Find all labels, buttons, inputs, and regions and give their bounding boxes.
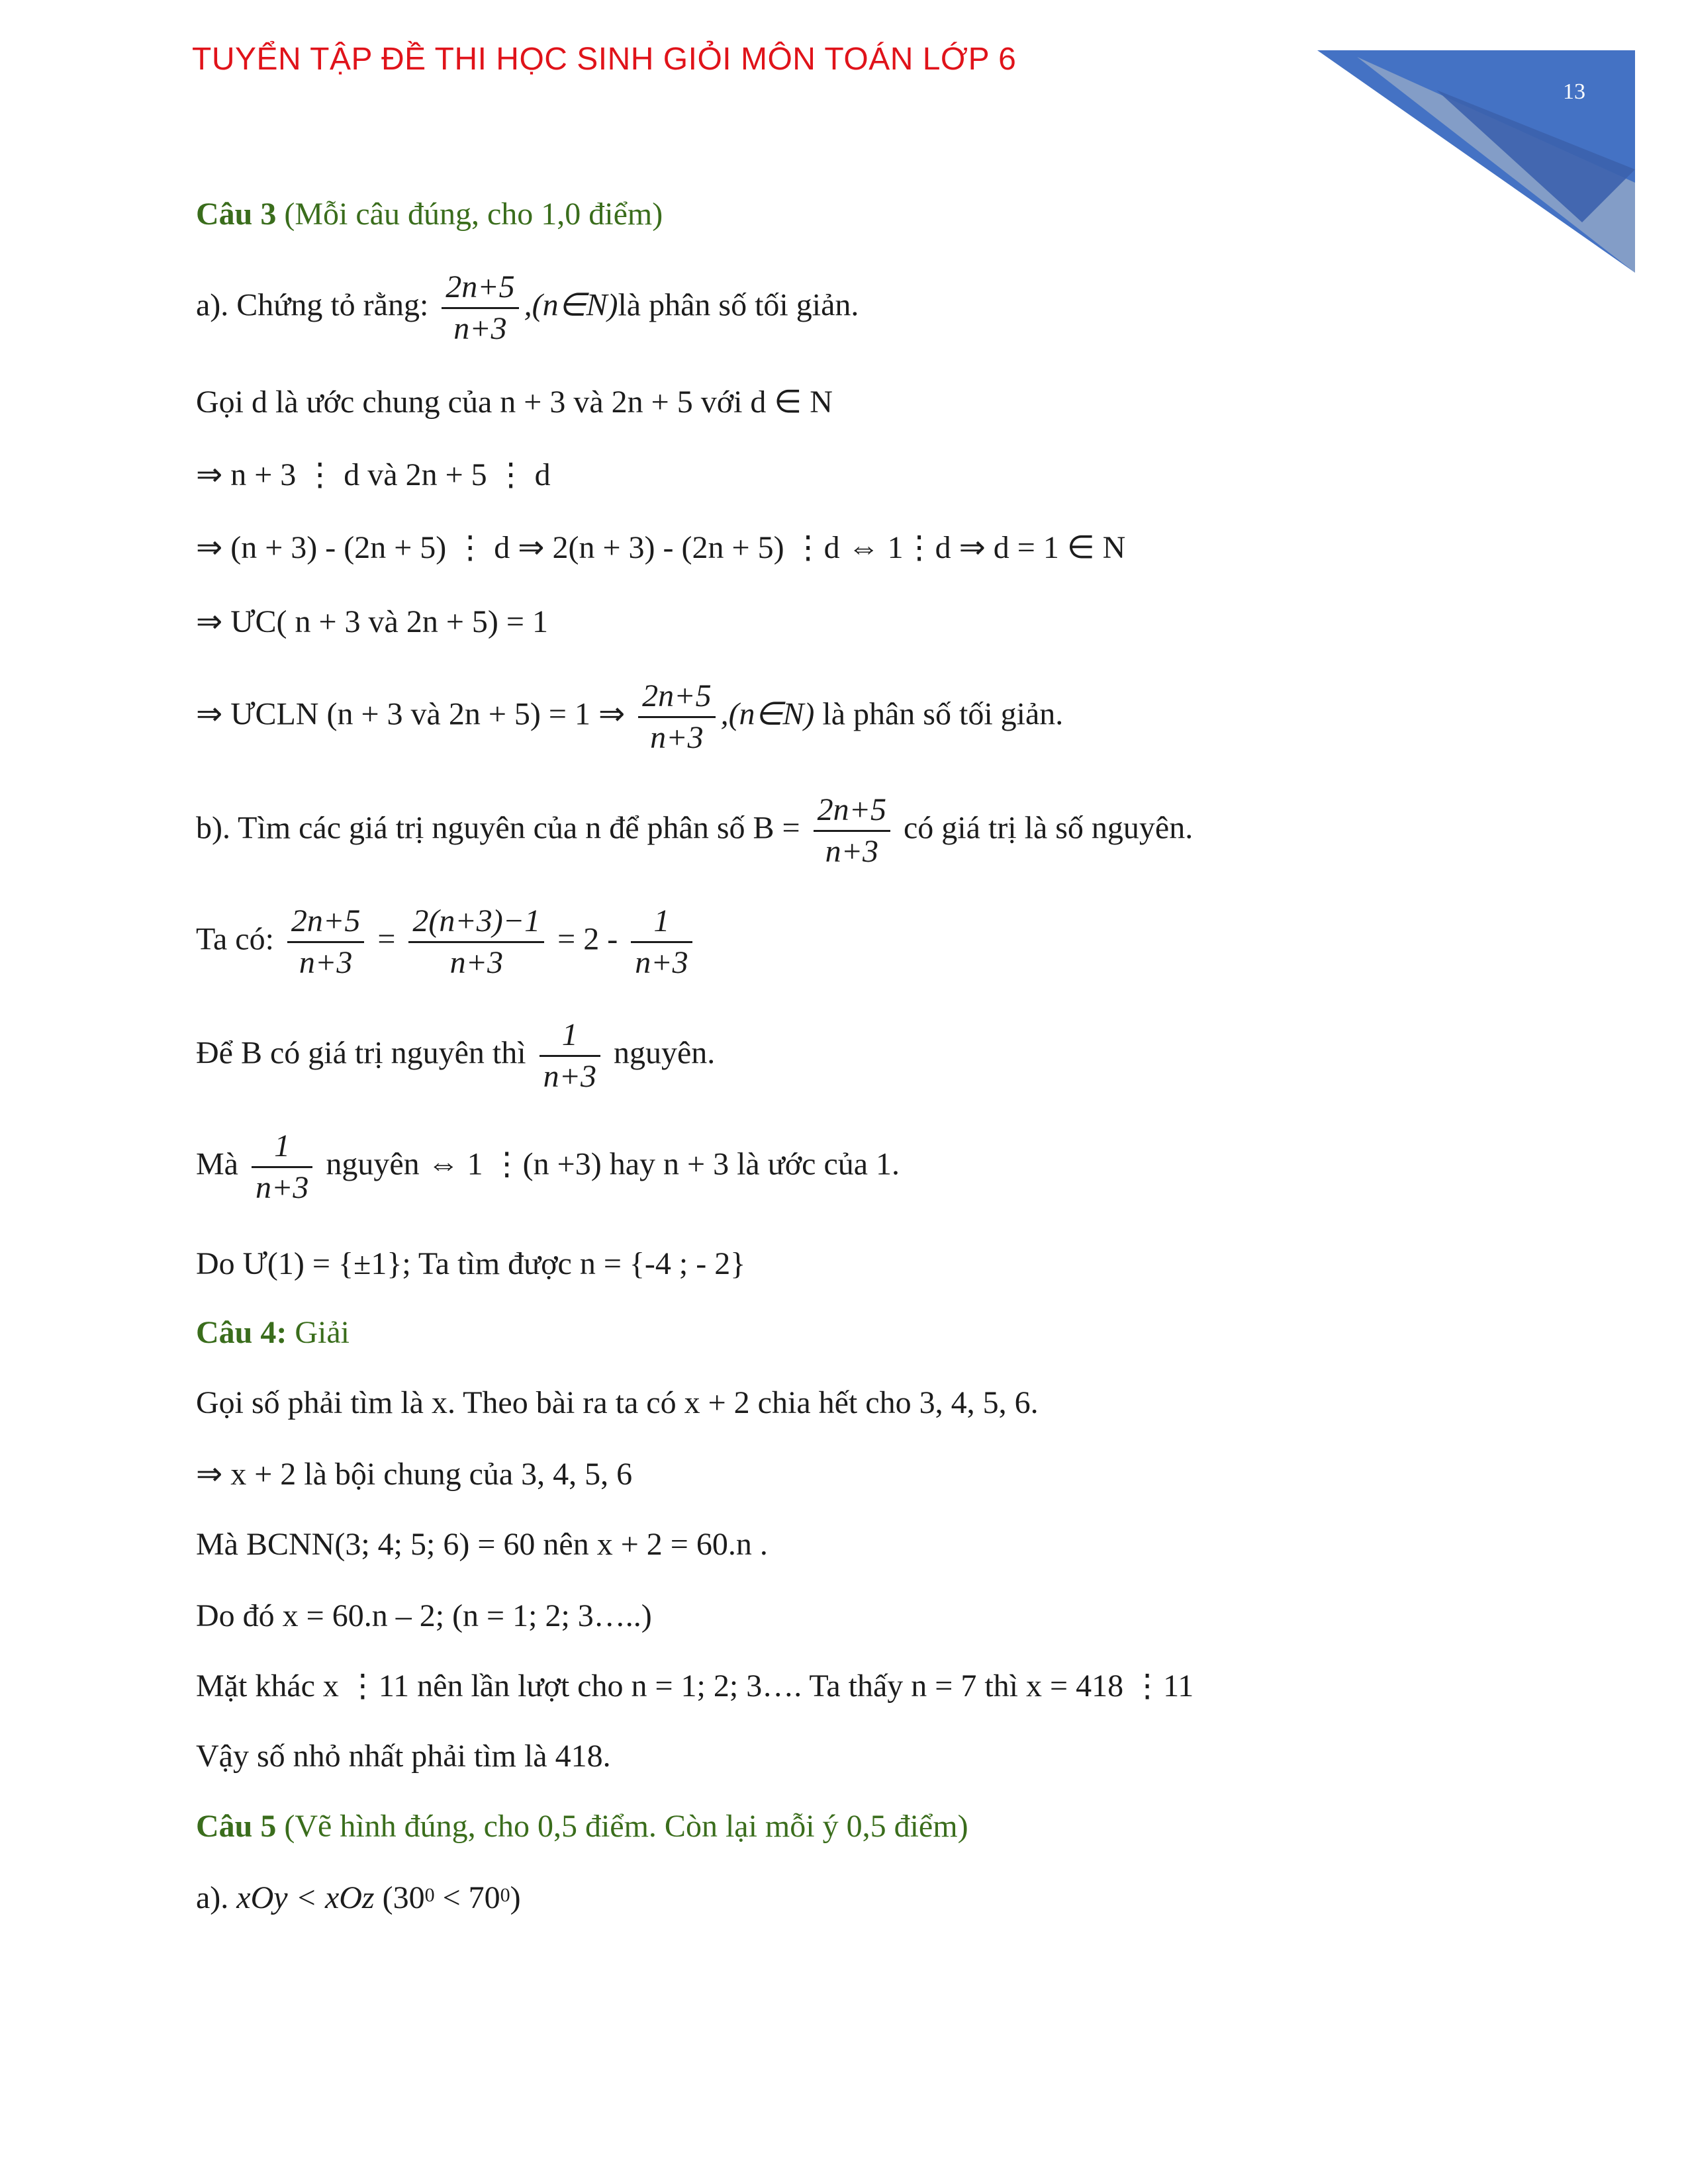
q4-line-1: Gọi số phải tìm là x. Theo bài ra ta có x + 2 chia hết cho 3, 4, 5, 6. (196, 1385, 1039, 1420)
frac-den: n+3 (814, 830, 890, 872)
frac-num: 1 (653, 903, 670, 938)
q5-heading-rest: (Vẽ hình đúng, cho 0,5 điểm. Còn lại mỗi ý 0,5 điểm) (276, 1809, 968, 1844)
degree-mark: 0 (424, 1884, 435, 1906)
q4-heading-rest: Giải (287, 1315, 350, 1350)
q3-line-4: ⇒ ƯC( n + 3 và 2n + 5) = 1 (196, 604, 548, 639)
q5-a-close: ) (510, 1880, 521, 1915)
q4-line-4: Do đó x = 60.n – 2; (n = 1; 2; 3…..) (196, 1598, 652, 1633)
q4-heading (196, 1314, 350, 1351)
q3-line-2: ⇒ n + 3 ⋮ d và 2n + 5 ⋮ d (196, 457, 551, 492)
degree-mark: 0 (500, 1884, 510, 1906)
q3-b-prefix: b). Tìm các giá trị nguyên của n để phân số B = (196, 810, 800, 846)
q3-b-suffix: có giá trị là số nguyên. (896, 810, 1194, 846)
frac-num: 2n+5 (445, 269, 515, 304)
angle-comparison: xOy < xOz (236, 1880, 375, 1915)
q3-heading-rest: (Mỗi câu đúng, cho 1,0 điểm) (276, 197, 663, 232)
fraction-2n5-over-n3 (442, 267, 518, 349)
q3-heading-bold: Câu 3 (196, 197, 277, 232)
frac-num: 1 (274, 1128, 291, 1163)
frac-den: n+3 (442, 307, 518, 349)
ma-suffix: nguyên ⇔ 1 ⋮(n +3) hay n + 3 là ước của 1. (318, 1146, 900, 1182)
frac-den: n+3 (638, 716, 715, 758)
q3-b-line (196, 790, 1193, 872)
q5-a-prefix: a). (196, 1880, 237, 1915)
condition: ,(n∈N) (524, 287, 618, 323)
q5-a-mid: < 70 (434, 1880, 500, 1915)
q3-a-line (196, 267, 859, 349)
q3-line-3: ⇒ (n + 3) - (2n + 5) ⋮ d ⇒ 2(n + 3) - (2n + 5) ⋮d ⇔ 1⋮d ⇒ d = 1 ∈ N (196, 530, 1126, 565)
frac-den: n+3 (252, 1166, 312, 1208)
header-title: TUYỂN TẬP ĐỀ THI HỌC SINH GIỎI MÔN TOÁN LỚP 6 (192, 42, 1017, 77)
q3-de-b-line (196, 1015, 715, 1097)
fraction-2n5-over-n3 (814, 790, 890, 872)
fraction-2n5-over-n3 (638, 676, 715, 758)
q5-a-open: (30 (374, 1880, 425, 1915)
frac-den: n+3 (539, 1055, 600, 1097)
fraction-1-over-n3 (539, 1015, 600, 1097)
q3-do-u-line: Do Ư(1) = {±1}; Ta tìm được n = {-4 ; - 2} (196, 1246, 746, 1281)
q5-heading-bold: Câu 5 (196, 1809, 277, 1844)
q3-l5-suffix: là phân số tối giản. (814, 696, 1064, 732)
q4-line-6: Vậy số nhỏ nhất phải tìm là 418. (196, 1739, 611, 1774)
de-b-prefix: Để B có giá trị nguyên thì (196, 1035, 526, 1071)
q3-ta-co-line (196, 901, 698, 983)
q4-heading-bold: Câu 4: (196, 1315, 287, 1350)
q4-line-5: Mặt khác x ⋮11 nên lần lượt cho n = 1; 2; 3…. Ta thấy n = 7 thì x = 418 ⋮11 (196, 1668, 1194, 1704)
q3-line-5 (196, 676, 1063, 758)
frac-den: n+3 (631, 941, 692, 983)
fraction-1-over-n3 (252, 1126, 312, 1208)
q4-line-3: Mà BCNN(3; 4; 5; 6) = 60 nên x + 2 = 60.n . (196, 1527, 768, 1562)
equals-two-minus: = 2 - (557, 921, 618, 957)
frac-den: n+3 (408, 941, 544, 983)
condition: ,(n∈N) (720, 696, 815, 732)
ta-co: Ta có: (196, 921, 274, 957)
de-b-suffix: nguyên. (605, 1035, 716, 1071)
frac-den: n+3 (287, 941, 364, 983)
page-number: 13 (1563, 79, 1585, 104)
fraction-2n5-over-n3 (287, 901, 364, 983)
q3-line-1: Gọi d là ước chung của n + 3 và 2n + 5 với d ∈ N (196, 385, 833, 420)
q4-line-2: ⇒ x + 2 là bội chung của 3, 4, 5, 6 (196, 1457, 633, 1492)
frac-num: 2n+5 (642, 678, 712, 713)
frac-num: 2(n+3)−1 (412, 903, 541, 938)
frac-num: 2n+5 (817, 792, 886, 827)
q3-a-suffix: là phân số tối giản. (618, 287, 859, 323)
q5-a-line (196, 1880, 521, 1917)
q3-a-prefix: a). Chứng tỏ rằng: (196, 287, 429, 323)
q3-ma-line (196, 1126, 900, 1208)
fraction-1-over-n3 (631, 901, 692, 983)
q3-l5-prefix: ⇒ ƯCLN (n + 3 và 2n + 5) = 1 ⇒ (196, 696, 626, 732)
q5-heading (196, 1808, 968, 1845)
q3-heading (196, 196, 663, 233)
ma: Mà (196, 1146, 238, 1182)
equals: = (377, 921, 396, 957)
frac-num: 1 (561, 1017, 578, 1052)
frac-num: 2n+5 (291, 903, 361, 938)
fraction-2n3-1-over-n3 (408, 901, 544, 983)
